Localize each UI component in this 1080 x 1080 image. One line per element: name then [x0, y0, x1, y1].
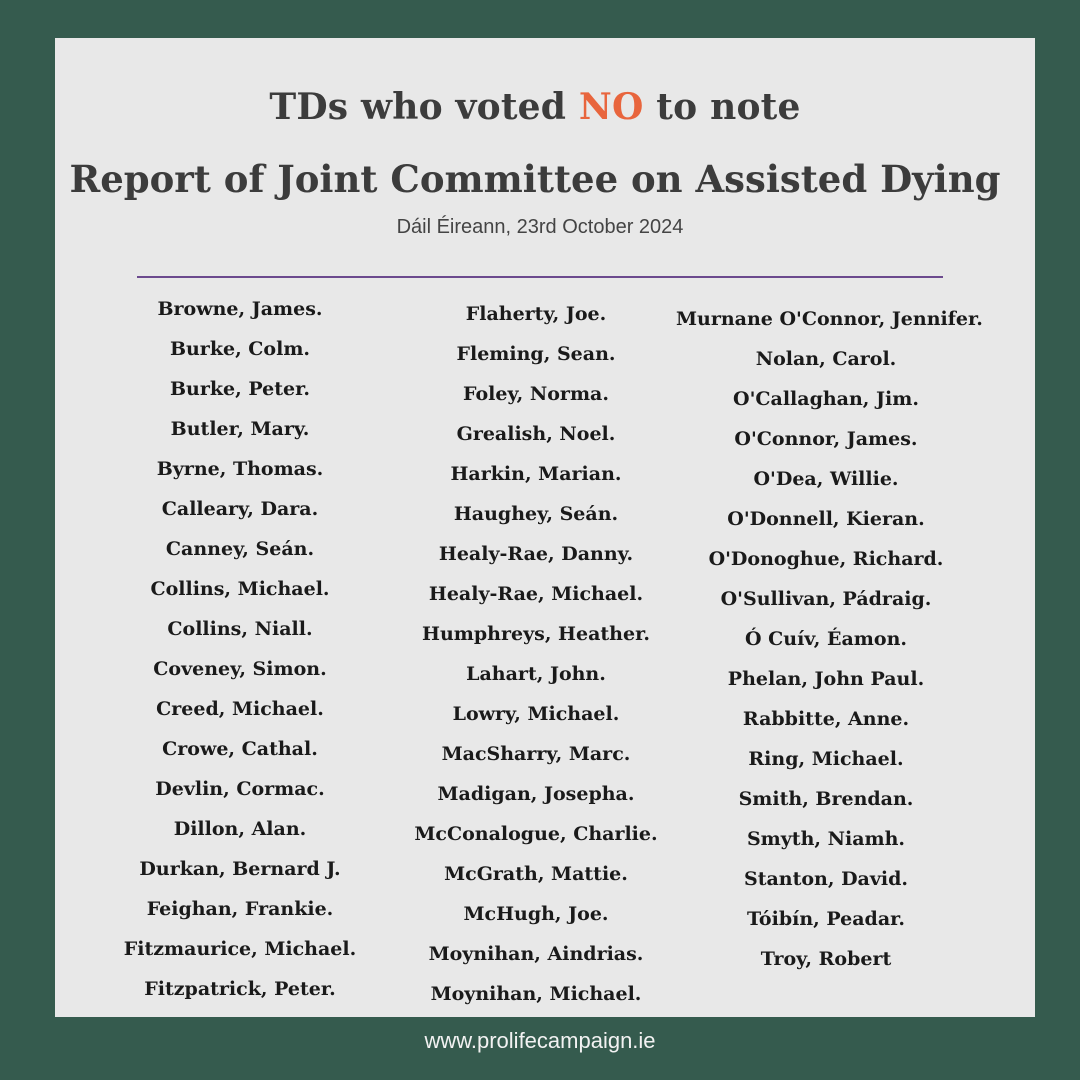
- date-subtitle: Dáil Éireann, 23rd October 2024: [396, 216, 684, 238]
- td-name: Collins, Niall.: [167, 618, 313, 640]
- td-name: Dillon, Alan.: [173, 818, 307, 840]
- td-name: Coveney, Simon.: [153, 658, 327, 680]
- td-name: Smyth, Niamh.: [746, 828, 906, 850]
- td-name: Fitzmaurice, Michael.: [123, 938, 357, 960]
- td-name: Smith, Brendan.: [738, 788, 914, 810]
- td-name: Harkin, Marian.: [450, 463, 622, 485]
- td-name: Browne, James.: [157, 298, 323, 320]
- td-name: Creed, Michael.: [156, 698, 324, 720]
- td-name: Troy, Robert: [760, 948, 892, 970]
- td-name: Collins, Michael.: [150, 578, 330, 600]
- td-name: Foley, Norma.: [463, 383, 609, 405]
- td-name: Byrne, Thomas.: [156, 458, 324, 480]
- td-name: O'Donoghue, Richard.: [708, 548, 944, 570]
- td-name: Canney, Seán.: [165, 538, 315, 560]
- heading-suffix: to note: [656, 86, 801, 128]
- td-name: Lahart, John.: [466, 663, 606, 685]
- report-title: Report of Joint Committee on Assisted Dying: [69, 157, 1001, 201]
- td-name: Ring, Michael.: [748, 748, 904, 770]
- names-column-1: [110, 289, 370, 1009]
- td-name: O'Connor, James.: [734, 428, 918, 450]
- td-name: Lowry, Michael.: [452, 703, 620, 725]
- td-name: O'Sullivan, Pádraig.: [720, 588, 932, 610]
- td-name: McHugh, Joe.: [463, 903, 609, 925]
- td-name: Crowe, Cathal.: [162, 738, 318, 760]
- td-name: O'Donnell, Kieran.: [727, 508, 925, 530]
- td-name: Healy-Rae, Michael.: [428, 583, 644, 605]
- heading-highlight-no: NO: [578, 86, 644, 128]
- td-name: Fitzpatrick, Peter.: [144, 978, 336, 1000]
- td-name: Calleary, Dara.: [161, 498, 319, 520]
- td-name: MacSharry, Marc.: [441, 743, 631, 765]
- td-name: O'Callaghan, Jim.: [733, 388, 919, 410]
- heading-prefix: TDs who voted: [269, 86, 567, 128]
- td-name: Murnane O'Connor, Jennifer.: [676, 308, 983, 330]
- divider-line: [137, 276, 943, 278]
- td-name: Moynihan, Michael.: [430, 983, 642, 1005]
- td-name: Madigan, Josepha.: [437, 783, 635, 805]
- td-name: Healy-Rae, Danny.: [438, 543, 634, 565]
- td-name: Tóibín, Peadar.: [746, 908, 906, 930]
- td-name: Ó Cuív, Éamon.: [744, 628, 908, 650]
- td-name: Nolan, Carol.: [755, 348, 897, 370]
- td-name: Butler, Mary.: [170, 418, 310, 440]
- td-name: O'Dea, Willie.: [753, 468, 899, 490]
- td-name: Rabbitte, Anne.: [742, 708, 910, 730]
- td-name: Haughey, Seán.: [453, 503, 619, 525]
- td-name: Feighan, Frankie.: [146, 898, 334, 920]
- names-column-3: [676, 299, 983, 979]
- td-name: Phelan, John Paul.: [727, 668, 925, 690]
- td-name: Humphreys, Heather.: [422, 623, 650, 645]
- td-name: Fleming, Sean.: [456, 343, 616, 365]
- td-name: McGrath, Mattie.: [444, 863, 628, 885]
- names-column-2: [405, 294, 667, 1014]
- td-name: Durkan, Bernard J.: [139, 858, 341, 880]
- td-name: Grealish, Noel.: [456, 423, 616, 445]
- td-name: McConalogue, Charlie.: [414, 823, 658, 845]
- td-name: Burke, Colm.: [169, 338, 311, 360]
- heading: [0, 84, 1070, 130]
- footer-url[interactable]: www.prolifecampaign.ie: [424, 1028, 656, 1053]
- td-name: Stanton, David.: [743, 868, 909, 890]
- td-name: Flaherty, Joe.: [465, 303, 607, 325]
- td-name: Moynihan, Aindrias.: [428, 943, 644, 965]
- td-name: Burke, Peter.: [170, 378, 310, 400]
- td-name: Devlin, Cormac.: [155, 778, 325, 800]
